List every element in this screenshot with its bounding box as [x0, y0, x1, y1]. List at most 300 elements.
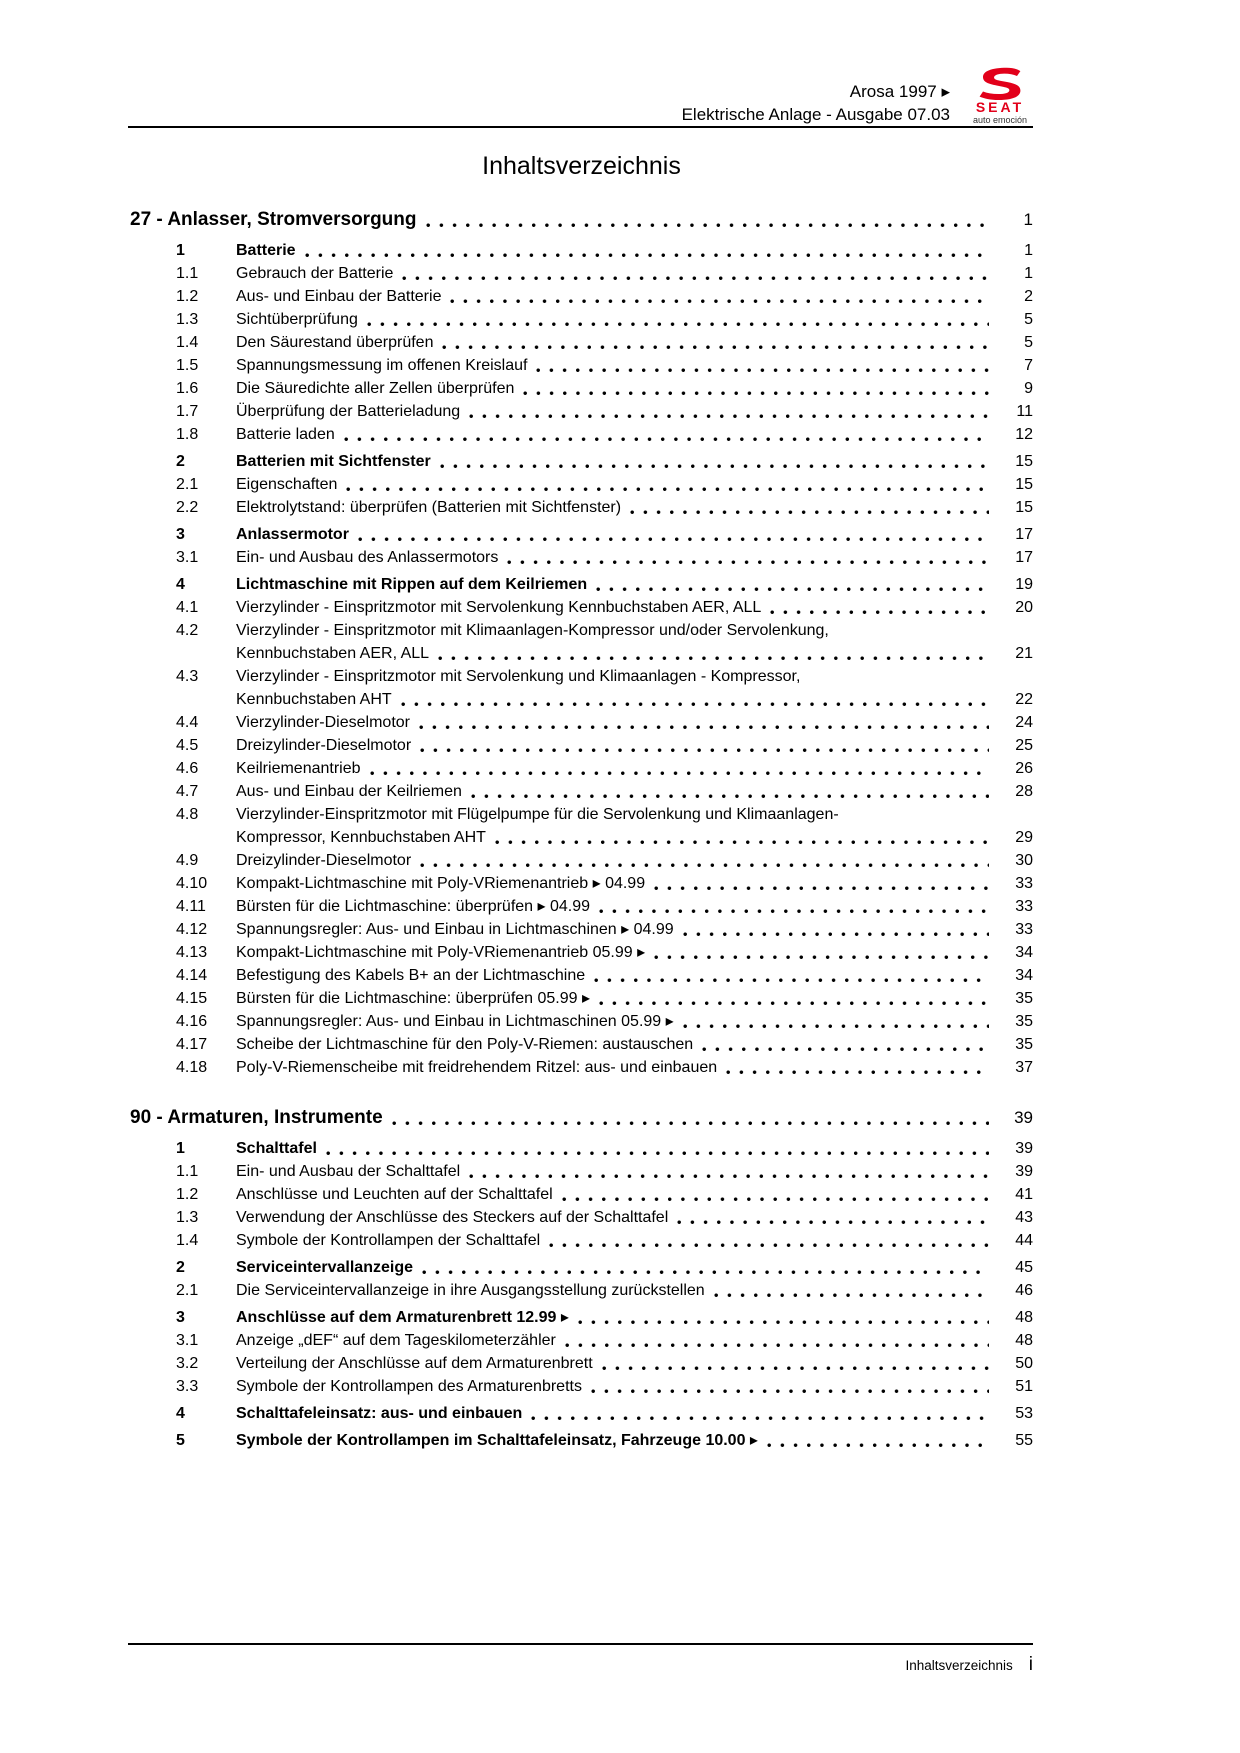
toc-entry: [130, 423, 1033, 446]
entry-number: 4.18: [176, 1059, 208, 1076]
dot-leader: [599, 1001, 989, 1006]
entry-page-number: 1: [1024, 265, 1033, 282]
entry-last-line: [236, 1229, 1033, 1252]
entry-page-number: 34: [1015, 967, 1033, 984]
entry-number: 2.2: [176, 499, 199, 516]
entry-body: [236, 987, 1033, 1010]
dot-leader: [594, 978, 989, 983]
entry-title: Spannungsmessung im offenen Kreislauf: [236, 357, 528, 374]
entry-body: [236, 1056, 1033, 1079]
entry-last-line: [236, 1056, 1033, 1079]
entry-page-number: 41: [1015, 1186, 1033, 1203]
entry-last-line: [236, 523, 1033, 546]
entry-page-number: 25: [1015, 737, 1033, 754]
toc-entry: [130, 1329, 1033, 1352]
chapter-page-number: 1: [1023, 210, 1033, 229]
dot-leader: [536, 368, 989, 373]
entry-title: Keilriemenantrieb: [236, 760, 361, 777]
chapter-page-number: 39: [1014, 1108, 1033, 1127]
entry-last-line: [236, 596, 1033, 619]
toc-entry: [130, 377, 1033, 400]
dot-leader: [358, 537, 989, 542]
entry-page-number: 17: [1015, 549, 1033, 566]
entry-title-line: Vierzylinder - Einspritzmotor mit Servolenkung und Klimaanlagen - Kompressor,: [236, 668, 801, 685]
toc-entry: [130, 1033, 1033, 1056]
entry-number: 4.11: [176, 898, 206, 915]
toc-entry: [130, 573, 1033, 596]
entry-title: Lichtmaschine mit Rippen auf dem Keilriemen: [236, 576, 588, 593]
toc-entry: [130, 964, 1033, 987]
entry-body: [236, 941, 1033, 964]
entry-last-line: [236, 1137, 1033, 1160]
entry-last-line: [236, 1329, 1033, 1352]
entry-body: [236, 239, 1033, 262]
entry-body: [236, 1160, 1033, 1183]
dot-leader: [726, 1070, 989, 1075]
entry-page-number: 29: [1015, 829, 1033, 846]
entry-page-number: 1: [1024, 242, 1033, 259]
dot-leader: [471, 794, 989, 799]
entry-body: [236, 1306, 1033, 1329]
entry-last-line: [236, 450, 1033, 473]
entry-page-number: 12: [1015, 426, 1033, 443]
entry-body: [236, 1033, 1033, 1056]
entry-number: 3: [176, 1309, 185, 1326]
entry-title: Kompakt-Lichtmaschine mit Poly-VRiemenantrieb ▸ 04.99: [236, 875, 646, 892]
dot-leader: [565, 1343, 989, 1348]
entry-number: 4.17: [176, 1036, 208, 1053]
entry-number: 4.7: [176, 783, 199, 800]
entry-page-number: 39: [1015, 1163, 1033, 1180]
entry-body: [236, 400, 1033, 423]
toc-entry: [130, 780, 1033, 803]
entry-title-line: Vierzylinder - Einspritzmotor mit Klimaanlagen-Kompressor und/oder Servolenkung,: [236, 622, 829, 639]
dot-leader: [654, 955, 989, 960]
entry-number: 1.1: [176, 265, 199, 282]
entry-body: [236, 1329, 1033, 1352]
entry-body: [236, 1375, 1033, 1398]
entry-body: [236, 450, 1033, 473]
toc-entry: [130, 285, 1033, 308]
entry-number: 4.14: [176, 967, 208, 984]
entry-page-number: 22: [1015, 691, 1033, 708]
entry-last-line: [236, 1306, 1033, 1329]
dot-leader: [599, 909, 989, 914]
entry-body: [236, 757, 1033, 780]
entry-body: [236, 331, 1033, 354]
entry-title: Anschlüsse und Leuchten auf der Schalttafel: [236, 1186, 553, 1203]
dot-leader: [602, 1366, 989, 1371]
entry-last-line: [236, 1010, 1033, 1033]
entry-last-line: [236, 423, 1033, 446]
entry-last-line: [236, 642, 1033, 665]
entry-number: 1.2: [176, 288, 199, 305]
entry-page-number: 11: [1016, 403, 1033, 420]
entry-title: Verwendung der Anschlüsse des Steckers auf der Schalttafel: [236, 1209, 669, 1226]
entry-page-number: 39: [1015, 1140, 1033, 1157]
page-header: [682, 66, 1036, 126]
entry-number: 1: [176, 242, 185, 259]
entry-body: [236, 711, 1033, 734]
entry-title: Ein- und Ausbau des Anlassermotors: [236, 549, 499, 566]
dot-leader: [469, 414, 989, 419]
entry-last-line: [236, 941, 1033, 964]
entry-number: 4.2: [176, 622, 199, 639]
entry-body: [236, 354, 1033, 377]
entry-body: [236, 1229, 1033, 1252]
entry-number: 3.1: [176, 1332, 199, 1349]
entry-page-number: 33: [1015, 898, 1033, 915]
entry-page-number: 15: [1015, 499, 1033, 516]
entry-title-line: Vierzylinder-Einspritzmotor mit Flügelpumpe für die Servolenkung und Klimaanlagen-: [236, 806, 839, 823]
dot-leader: [438, 656, 989, 661]
toc-entry: [130, 1010, 1033, 1033]
entry-last-line: [236, 895, 1033, 918]
seat-logo: [964, 66, 1036, 126]
dot-leader: [442, 345, 989, 350]
toc-entry: [130, 941, 1033, 964]
entry-title: Ein- und Ausbau der Schalttafel: [236, 1163, 461, 1180]
entry-title: Aus- und Einbau der Keilriemen: [236, 783, 462, 800]
entry-body: [236, 1352, 1033, 1375]
entry-number: 1.3: [176, 1209, 199, 1226]
dot-leader: [419, 725, 989, 730]
entry-number: 4.16: [176, 1013, 208, 1030]
entry-body: [236, 308, 1033, 331]
dot-leader: [495, 840, 989, 845]
chapter-heading: [130, 1105, 1033, 1130]
entry-body: [236, 849, 1033, 872]
toc-entry: [130, 918, 1033, 941]
entry-number: 4.8: [176, 806, 199, 823]
entry-number: 4.10: [176, 875, 208, 892]
entry-body: [236, 872, 1033, 895]
entry-number: 1.1: [176, 1163, 199, 1180]
entry-title: Den Säurestand überprüfen: [236, 334, 434, 351]
header-model-line: Arosa 1997 ▸: [849, 82, 950, 101]
entry-last-line: [236, 285, 1033, 308]
entry-title: Dreizylinder-Dieselmotor: [236, 737, 412, 754]
entry-title: Batterie: [236, 242, 296, 259]
entry-last-line: [236, 546, 1033, 569]
footer-label: Inhaltsverzeichnis: [905, 1658, 1013, 1673]
toc-entry: [130, 308, 1033, 331]
entry-body: [236, 734, 1033, 757]
entry-last-line: [236, 377, 1033, 400]
entry-number: 4.4: [176, 714, 199, 731]
toc-entry: [130, 895, 1033, 918]
entry-last-line: [236, 262, 1033, 285]
entry-title: Kennbuchstaben AHT: [236, 691, 392, 708]
entry-page-number: 21: [1015, 645, 1033, 662]
entry-title: Poly-V-Riemenscheibe mit freidrehendem Ritzel: aus- und einbauen: [236, 1059, 718, 1076]
seat-wordmark: SEAT: [975, 99, 1025, 115]
entry-title: Spannungsregler: Aus- und Einbau in Lichtmaschinen 05.99 ▸: [236, 1013, 674, 1030]
toc-entry: [130, 473, 1033, 496]
entry-number: 4.6: [176, 760, 199, 777]
entry-last-line: [236, 1160, 1033, 1183]
entry-last-line: [236, 1183, 1033, 1206]
footer-page-number: i: [1028, 1654, 1033, 1675]
entry-title: Batterien mit Sichtfenster: [236, 453, 431, 470]
entry-number: 1.6: [176, 380, 199, 397]
entry-body: [236, 496, 1033, 519]
entry-number: 4.1: [176, 599, 199, 616]
entry-number: 1.4: [176, 1232, 199, 1249]
header-edition-line: Elektrische Anlage - Ausgabe 07.03: [681, 105, 950, 124]
chapter-label: 27 - Anlasser, Stromversorgung: [130, 209, 417, 230]
dot-leader: [305, 253, 989, 258]
dot-leader: [420, 863, 989, 868]
entry-number: 3.2: [176, 1355, 199, 1372]
entry-last-line: [236, 872, 1033, 895]
entry-page-number: 33: [1015, 875, 1033, 892]
entry-last-line: [236, 826, 1033, 849]
entry-title: Anlassermotor: [236, 526, 349, 543]
entry-last-line: [236, 1352, 1033, 1375]
toc-entry: [130, 400, 1033, 423]
entry-last-line: [236, 734, 1033, 757]
seat-tagline: auto emoción: [972, 115, 1028, 125]
entry-page-number: 28: [1015, 783, 1033, 800]
dot-leader: [767, 1443, 989, 1448]
dot-leader: [562, 1197, 989, 1202]
entry-page-number: 48: [1015, 1332, 1033, 1349]
entry-number: 1.7: [176, 403, 199, 420]
entry-last-line: [236, 308, 1033, 331]
toc-entry: [130, 1279, 1033, 1302]
entry-number: 2.1: [176, 476, 199, 493]
header-text: [682, 66, 950, 126]
entry-number: 2.1: [176, 1282, 199, 1299]
entry-body: [236, 1010, 1033, 1033]
entry-number: 4.5: [176, 737, 199, 754]
toc-entry: [130, 1056, 1033, 1079]
dot-leader: [370, 771, 989, 776]
toc-entry: [130, 1402, 1033, 1425]
entry-page-number: 44: [1015, 1232, 1033, 1249]
entry-number: 2: [176, 453, 185, 470]
entry-last-line: [236, 331, 1033, 354]
entry-body: [236, 803, 1033, 849]
entry-page-number: 30: [1015, 852, 1033, 869]
content-area: [130, 140, 1033, 1452]
toc-entry: [130, 711, 1033, 734]
toc-entry: [130, 757, 1033, 780]
entry-title: Kennbuchstaben AER, ALL: [236, 645, 430, 662]
dot-leader: [683, 1024, 989, 1029]
dot-leader: [549, 1243, 989, 1248]
header-rule: [128, 126, 1033, 128]
entry-title: Spannungsregler: Aus- und Einbau in Lichtmaschinen ▸ 04.99: [236, 921, 674, 938]
entry-page-number: 51: [1015, 1378, 1033, 1395]
entry-body: [236, 918, 1033, 941]
toc-entry: [130, 1306, 1033, 1329]
entry-body: [236, 523, 1033, 546]
toc-entry: [130, 619, 1033, 665]
entry-number: 4.15: [176, 990, 208, 1007]
entry-number: 1.2: [176, 1186, 199, 1203]
entry-last-line: [236, 1256, 1033, 1279]
dot-leader: [346, 487, 989, 492]
entry-title: Symbole der Kontrollampen im Schalttafeleinsatz, Fahrzeuge 10.00 ▸: [236, 1432, 758, 1449]
dot-leader: [702, 1047, 989, 1052]
entry-body: [236, 964, 1033, 987]
entry-title: Symbole der Kontrollampen der Schalttafel: [236, 1232, 541, 1249]
toc-entry: [130, 987, 1033, 1010]
entry-number: 1.4: [176, 334, 199, 351]
dot-leader: [326, 1151, 989, 1156]
entry-page-number: 15: [1015, 476, 1033, 493]
entry-last-line: [236, 1375, 1033, 1398]
toc-entry: [130, 354, 1033, 377]
entry-title: Scheibe der Lichtmaschine für den Poly-V-Riemen: austauschen: [236, 1036, 694, 1053]
entry-last-line: [236, 849, 1033, 872]
entry-number: 1.8: [176, 426, 199, 443]
dot-leader: [683, 932, 989, 937]
entry-title: Elektrolytstand: überprüfen (Batterien mit Sichtfenster): [236, 499, 622, 516]
entry-last-line: [236, 918, 1033, 941]
dot-leader: [422, 1270, 989, 1275]
dot-leader: [770, 610, 989, 615]
entry-page-number: 55: [1015, 1432, 1033, 1449]
toc-entry: [130, 1256, 1033, 1279]
entry-last-line: [236, 400, 1033, 423]
entry-body: [236, 895, 1033, 918]
entry-number: 4.12: [176, 921, 208, 938]
toc-entry: [130, 1375, 1033, 1398]
entry-title: Anschlüsse auf dem Armaturenbrett 12.99 ▸: [236, 1309, 569, 1326]
entry-page-number: 35: [1015, 1036, 1033, 1053]
entry-title: Überprüfung der Batterieladung: [236, 403, 461, 420]
dot-leader: [367, 322, 989, 327]
entry-last-line: [236, 757, 1033, 780]
toc-entry: [130, 496, 1033, 519]
entry-last-line: [236, 1279, 1033, 1302]
entry-page-number: 5: [1024, 334, 1033, 351]
entry-page-number: 35: [1015, 1013, 1033, 1030]
entry-number: 5: [176, 1432, 185, 1449]
toc-entry: [130, 239, 1033, 262]
toc-entry: [130, 665, 1033, 711]
toc-entry: [130, 1352, 1033, 1375]
entry-number: 4.3: [176, 668, 199, 685]
toc-entry: [130, 1137, 1033, 1160]
entry-title: Symbole der Kontrollampen des Armaturenbretts: [236, 1378, 582, 1395]
entry-number: 1.5: [176, 357, 199, 374]
dot-leader: [420, 748, 989, 753]
entry-title: Serviceintervallanzeige: [236, 1259, 413, 1276]
entry-page-number: 37: [1015, 1059, 1033, 1076]
dot-leader: [401, 702, 989, 707]
entry-number: 4.13: [176, 944, 208, 961]
toc-entry: [130, 734, 1033, 757]
entry-title: Anzeige „dEF“ auf dem Tageskilometerzähler: [236, 1332, 556, 1349]
toc-entry: [130, 596, 1033, 619]
entry-page-number: 34: [1015, 944, 1033, 961]
dot-leader: [531, 1416, 989, 1421]
entry-last-line: [236, 1402, 1033, 1425]
dot-leader: [591, 1389, 989, 1394]
toc-entry: [130, 1160, 1033, 1183]
dot-leader: [402, 276, 989, 281]
seat-s-icon: [974, 66, 1026, 100]
toc-entry: [130, 450, 1033, 473]
entry-page-number: 43: [1015, 1209, 1033, 1226]
entry-page-number: 35: [1015, 990, 1033, 1007]
toc-entry: [130, 803, 1033, 849]
entry-page-number: 53: [1015, 1405, 1033, 1422]
entry-number: 3: [176, 526, 185, 543]
dot-leader: [654, 886, 989, 891]
toc-entry: [130, 849, 1033, 872]
entry-body: [236, 1137, 1033, 1160]
toc-entry: [130, 546, 1033, 569]
dot-leader: [630, 510, 989, 515]
entry-page-number: 15: [1015, 453, 1033, 470]
entry-title: Die Säuredichte aller Zellen überprüfen: [236, 380, 515, 397]
entry-body: [236, 665, 1033, 711]
entry-last-line: [236, 473, 1033, 496]
entry-body: [236, 1429, 1033, 1452]
entry-body: [236, 546, 1033, 569]
entry-body: [236, 377, 1033, 400]
entry-body: [236, 285, 1033, 308]
entry-page-number: 17: [1015, 526, 1033, 543]
entry-last-line: [236, 688, 1033, 711]
entry-title: Vierzylinder - Einspritzmotor mit Servolenkung Kennbuchstaben AER, ALL: [236, 599, 762, 616]
entry-page-number: 24: [1015, 714, 1033, 731]
entry-last-line: [236, 780, 1033, 803]
entry-last-line: [236, 1206, 1033, 1229]
entry-title: Dreizylinder-Dieselmotor: [236, 852, 412, 869]
dot-leader: [440, 464, 989, 469]
entry-body: [236, 1206, 1033, 1229]
entry-last-line: [236, 573, 1033, 596]
entry-title: Aus- und Einbau der Batterie: [236, 288, 442, 305]
dot-leader: [469, 1174, 989, 1179]
entry-title: Die Serviceintervallanzeige in ihre Ausgangsstellung zurückstellen: [236, 1282, 705, 1299]
entry-body: [236, 1279, 1033, 1302]
entry-page-number: 9: [1024, 380, 1033, 397]
entry-number: 3.1: [176, 549, 199, 566]
entry-body: [236, 473, 1033, 496]
toc-entry: [130, 872, 1033, 895]
dot-leader: [596, 587, 989, 592]
entry-body: [236, 1402, 1033, 1425]
toc-entry: [130, 523, 1033, 546]
dot-leader: [392, 1121, 989, 1126]
entry-last-line: [236, 354, 1033, 377]
entry-page-number: 26: [1015, 760, 1033, 777]
dot-leader: [344, 437, 989, 442]
entry-title: Verteilung der Anschlüsse auf dem Armaturenbrett: [236, 1355, 593, 1372]
dot-leader: [426, 223, 989, 228]
entry-number: 1: [176, 1140, 185, 1157]
toc-entry: [130, 1229, 1033, 1252]
entry-title: Bürsten für die Lichtmaschine: überprüfen ▸ 04.99: [236, 898, 591, 915]
page-title: Inhaltsverzeichnis: [482, 152, 681, 180]
entry-last-line: [236, 711, 1033, 734]
dot-leader: [714, 1293, 989, 1298]
entry-title: Batterie laden: [236, 426, 335, 443]
entry-body: [236, 780, 1033, 803]
page-footer: [128, 1643, 1033, 1676]
entry-title: Bürsten für die Lichtmaschine: überprüfen 05.99 ▸: [236, 990, 591, 1007]
entry-body: [236, 1183, 1033, 1206]
entry-body: [236, 262, 1033, 285]
entry-title: Sichtüberprüfung: [236, 311, 358, 328]
